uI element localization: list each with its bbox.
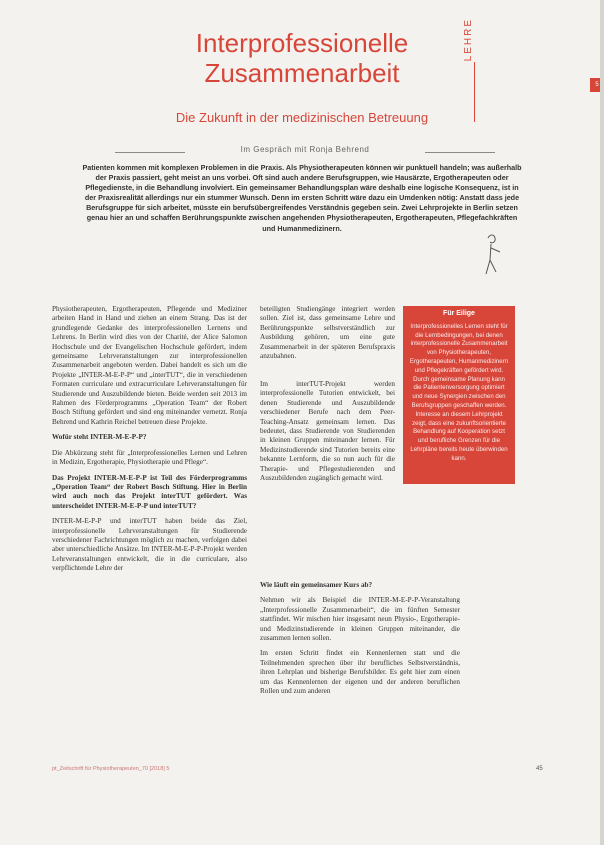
article-title-line1: Interprofessionelle	[195, 28, 409, 58]
summary-box	[403, 306, 515, 484]
interview-answer: INTER-M-E-P-P und interTUT haben beide das Ziel, interprofessionelle Lehrveranstaltungen für Studierende verschiedener Fachrichtungen möglich zu machen, verfolgen dabei aber unterschiedliche Ansätze. Im INTER-M-E-P-P-Projekt werden Lehrveranstaltungen entwickelt, die in die curriculare, also verpflichtende Lehre der	[52, 517, 247, 573]
page-edge-shadow	[600, 0, 604, 845]
interview-question: Das Projekt INTER-M-E-P-P ist Teil des Förderprogramms „Operation Team“ der Robert Bosch Stiftung. Hier in Berlin wird auch noch das Projekt interTUT gefördert. Was unterscheidet INTER-M-E-P-P und interTUT?	[52, 473, 247, 510]
interview-question: Wie läuft ein gemeinsamer Kurs ab?	[260, 581, 373, 589]
page-edge-tab: 5	[590, 78, 604, 92]
interview-question: Wofür steht INTER-M-E-P-P?	[52, 433, 147, 442]
body-paragraph: beteiligten Studiengänge integriert werden sollen. Ziel ist, dass gemeinsame Lehre und Berührungspunkte selbstverständlich zur Ausbildung gehören, um eine gute Zusammenarbeit in der späteren Berufspraxis anzubahnen.	[260, 305, 395, 361]
byline-rule-right	[425, 152, 495, 153]
column-left	[52, 305, 247, 580]
interview-answer: Die Abkürzung steht für „Interprofessionelles Lernen und Lehren in Medizin, Ergotherapie, Physiotherapie und Pflege“.	[52, 448, 247, 467]
column-right-top	[260, 305, 395, 367]
summary-box-title: Für Eilige	[443, 310, 475, 317]
article-subtitle: Die Zukunft in der medizinischen Betreuung	[175, 110, 429, 125]
body-paragraph: Physiotherapeuten, Ergotherapeuten, Pflegende und Mediziner arbeiten Hand in Hand und ziehen an einem Strang. Das ist der grundlegende Gedanke des interprofessionellen Lernens und Lehrens. In Berlin wird dies von der Charité, der Alice Salomon Hochschule und der Evangelischen Hochschule gefördert, indem gemeinsame Lehrveranstaltungen zur interprofessionellen Zusammenarbeit angeboten werden. Dabei handelt es sich um die Projekte „INTER-M-E-P-P“ und „interTUT“, die in verschiedenen Formaten curriculare und extracurriculare Lehrveranstaltungen für Studierende und Auszubildende bieten. Beide werden seit 2013 im Rahmen des Förderprogramms „Operation Team“ der Robert Bosch Stiftung gefördert und sind eng miteinander vernetzt. Ronja Behrend und Kathrin Reichel betreuen diese Projekte.	[52, 305, 247, 426]
body-paragraph: Im interTUT-Projekt werden interprofessionelle Tutorien entwickelt, bei denen Studierende und Auszubildende verschiedener Berufe nach dem Peer-Teaching-Ansatz gemeinsam lernen. Das bedeutet, dass Studierende von Studierenden in kleinen Gruppen miteinander lernen. Für Medizinstudierende sind Tutorien bereits eine bekannte Lernform, die so nun auch für die Therapie- und Pflegestudierenden und Auszubildenden zugänglich gemacht wird.	[260, 380, 395, 483]
section-label: LEHRE	[463, 18, 474, 62]
column-right-mid	[260, 380, 395, 489]
interview-answer: Im ersten Schritt findet ein Kennenlernen statt und die Teilnehmenden sprechen über ihr berufliches Selbstverständnis, ihren Lehrplan und bisherige Berufsbilder. Es geht hier zum einen um das Kennenlernen der eigenen und der anderen beruflichen Rollen und zum anderen	[260, 649, 460, 696]
article-title-line2: Zusammenarbeit	[204, 58, 400, 88]
intro-paragraph: Patienten kommen mit komplexen Problemen in die Praxis. Als Physiotherapeuten können wir punktuell handeln; was außerhalb der Praxis passiert, geht meist an uns vorbei. Oft sind auch andere Berufsgruppen, wie Hausärzte, Ergotherapeuten oder Pflegedienste, in die Behandlung involviert. Ein gemeinsamer Behandlungsplan wäre deshalb eine logische Konsequenz, ist in der Praxisrealität allerdings nur ein stummer Wunsch. Denn im ersten Schritt wäre dazu ein Umdenken nötig: Anstatt dass jede Berufsgruppe für sich arbeitet, müsste ein berufsübergreifendes Verständnis gegeben sein. Zwei Lehrprojekte in Berlin setzen genau hier an und schaffen Berührungspunkte zwischen angehenden Physiotherapeuten, Ergotherapeuten, Pflegefachkräften und Humanmedizinern.	[82, 163, 522, 233]
summary-box-text: Interprofessionelles Lernen steht für die Lernbedingungen, bei denen interprofessionelle Zusammenarbeit von Physiotherapeuten, Ergotherapeuten, Humanmedizinern und Pflegekräften gefördert wird. Durch gemeinsame Planung kann die Patientenversorgung optimiert und neue Synergien zwischen den Berufsgruppen geschaffen werden. Interesse an diesem Lehrprojekt zeigt, dass eine zukunftsorientierte Behandlung auf Kooperation setzt und berufliche Grenzen für die Lehrpläne bereits heute überwinden kann.	[409, 322, 509, 462]
interview-answer: Nehmen wir als Beispiel die INTER-M-E-P-P-Veranstaltung „Interprofessionelle Zusammenarbeit“, die im fünften Semester stattfindet. Wir mischen hier insgesamt neun Physio-, Ergotherapie- und Medizinstudierende in kleinen Gruppen miteinander, die zusammen lernen sollen.	[260, 596, 460, 643]
byline-row	[115, 145, 495, 159]
footer-publication: pt_Zeitschrift für Physiotherapeuten_70 [2018] 5	[52, 766, 170, 772]
page-number: 45	[536, 766, 543, 772]
person-sketch-icon	[478, 230, 508, 280]
column-right-bottom	[260, 575, 460, 702]
byline: Im Gespräch mit Ronja Behrend	[240, 145, 370, 154]
